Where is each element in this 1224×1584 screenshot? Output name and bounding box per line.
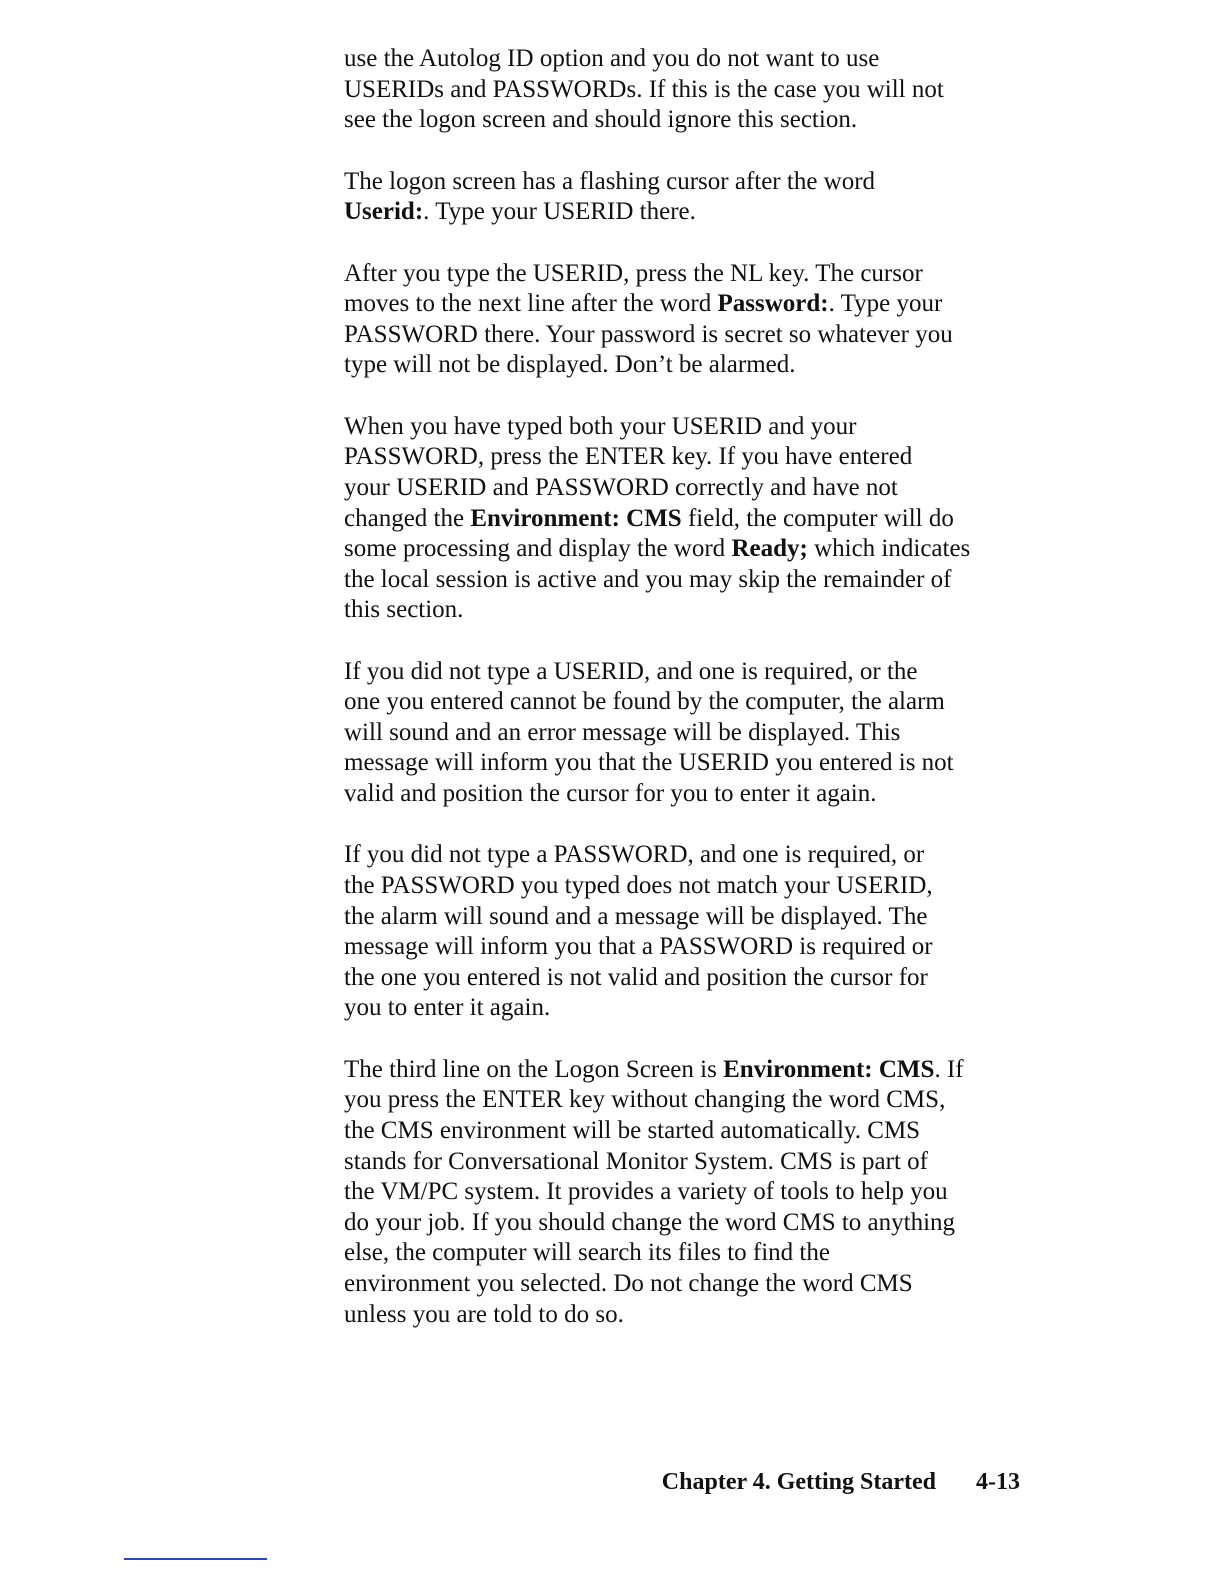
text-run: . If: [934, 1055, 964, 1083]
bold-term: Password:: [717, 290, 829, 318]
paragraph: [344, 412, 1034, 626]
text-run: else, the computer will search its files to find the: [344, 1239, 830, 1267]
text-run: the alarm will sound and a message will be displayed. The: [344, 902, 928, 930]
text-run: the local session is active and you may skip the remainder of: [344, 565, 952, 593]
text-line: [344, 167, 1034, 198]
text-line: [344, 259, 1034, 290]
text-line: [344, 1300, 1034, 1331]
text-run: . Type your: [828, 290, 943, 318]
text-line: [344, 1116, 1034, 1147]
text-run: use the Autolog ID option and you do not want to use: [344, 45, 880, 72]
text-line: [344, 718, 1034, 749]
paragraph: [344, 1055, 1034, 1330]
text-run: do your job. If you should change the word CMS to anything: [344, 1208, 956, 1236]
text-run: see the logon screen and should ignore this section.: [344, 106, 858, 134]
text-run: type will not be displayed. Don’t be alarmed.: [344, 351, 796, 379]
text-line: [344, 748, 1034, 779]
text-line: [344, 44, 1034, 75]
text-line: [344, 412, 1034, 443]
text-run: you press the ENTER key without changing the word CMS,: [344, 1086, 946, 1114]
text-line: [344, 504, 1034, 535]
text-line: [344, 657, 1034, 688]
text-run: one you entered cannot be found by the computer, the alarm: [344, 688, 945, 716]
text-run: you to enter it again.: [344, 994, 551, 1022]
text-run: this section.: [344, 596, 464, 624]
text-run: unless you are told to do so.: [344, 1300, 624, 1328]
text-run: the one you entered is not valid and position the cursor for: [344, 963, 928, 991]
text-line: [344, 473, 1034, 504]
paragraph: [344, 259, 1034, 381]
text-line: [344, 779, 1034, 810]
text-run: valid and position the cursor for you to enter it again.: [344, 780, 877, 808]
text-line: [344, 1085, 1034, 1116]
text-line: [344, 871, 1034, 902]
text-line: [344, 565, 1034, 596]
text-line: [344, 993, 1034, 1024]
body-text: [344, 44, 1034, 1361]
text-line: [344, 595, 1034, 626]
text-run: which indicates: [807, 535, 971, 563]
text-run: PASSWORD there. Your password is secret so whatever you: [344, 320, 953, 348]
text-run: USERIDs and PASSWORDs. If this is the case you will not: [344, 75, 944, 103]
text-run: If you did not type a PASSWORD, and one is required, or: [344, 841, 925, 869]
text-run: will sound and an error message will be displayed. This: [344, 718, 901, 746]
text-run: When you have typed both your USERID and your: [344, 412, 857, 440]
text-run: The third line on the Logon Screen is: [344, 1055, 724, 1083]
text-run: the PASSWORD you typed does not match your USERID,: [344, 872, 933, 900]
text-run: stands for Conversational Monitor System. CMS is part of: [344, 1147, 928, 1175]
text-line: [344, 1208, 1034, 1239]
text-line: [344, 320, 1034, 351]
bold-term: Ready;: [731, 535, 808, 563]
text-line: [344, 932, 1034, 963]
text-line: [344, 687, 1034, 718]
footer-rule: [124, 1558, 267, 1560]
text-run: The logon screen has a flashing cursor after the word: [344, 167, 876, 195]
text-line: [344, 289, 1034, 320]
text-line: [344, 902, 1034, 933]
text-line: [344, 442, 1034, 473]
text-run: your USERID and PASSWORD correctly and have not: [344, 473, 898, 501]
paragraph: [344, 44, 1034, 136]
text-line: [344, 105, 1034, 136]
text-line: [344, 1055, 1034, 1086]
text-line: [344, 1269, 1034, 1300]
text-line: [344, 963, 1034, 994]
text-line: [344, 1177, 1034, 1208]
text-run: the VM/PC system. It provides a variety of tools to help you: [344, 1178, 948, 1206]
text-line: [344, 350, 1034, 381]
page-footer: [662, 1469, 1020, 1496]
bold-term: Environment: CMS: [470, 504, 682, 532]
text-run: environment you selected. Do not change the word CMS: [344, 1269, 913, 1297]
text-run: moves to the next line after the word: [344, 290, 718, 318]
chapter-title: Chapter 4. Getting Started: [661, 1469, 936, 1495]
text-run: field, the computer will do: [681, 504, 954, 532]
text-run: message will inform you that the USERID you entered is not: [344, 749, 954, 777]
text-run: . Type your USERID there.: [423, 198, 696, 226]
text-line: [344, 75, 1034, 106]
text-run: changed the: [344, 504, 471, 532]
text-line: [344, 1238, 1034, 1269]
text-line: [344, 197, 1034, 228]
bold-term: Userid:: [344, 198, 424, 226]
page-number: 4-13: [976, 1469, 1020, 1495]
paragraph: [344, 167, 1034, 228]
text-run: After you type the USERID, press the NL key. The cursor: [344, 259, 923, 287]
text-run: PASSWORD, press the ENTER key. If you have entered: [344, 443, 913, 471]
bold-term: Environment: CMS: [723, 1055, 935, 1083]
text-line: [344, 1147, 1034, 1178]
paragraph: [344, 657, 1034, 810]
text-line: [344, 840, 1034, 871]
text-run: message will inform you that a PASSWORD is required or: [344, 933, 933, 961]
text-line: [344, 534, 1034, 565]
text-run: some processing and display the word: [344, 535, 732, 563]
text-run: the CMS environment will be started automatically. CMS: [344, 1117, 921, 1144]
paragraph: [344, 840, 1034, 1024]
text-run: If you did not type a USERID, and one is required, or the: [344, 657, 918, 685]
